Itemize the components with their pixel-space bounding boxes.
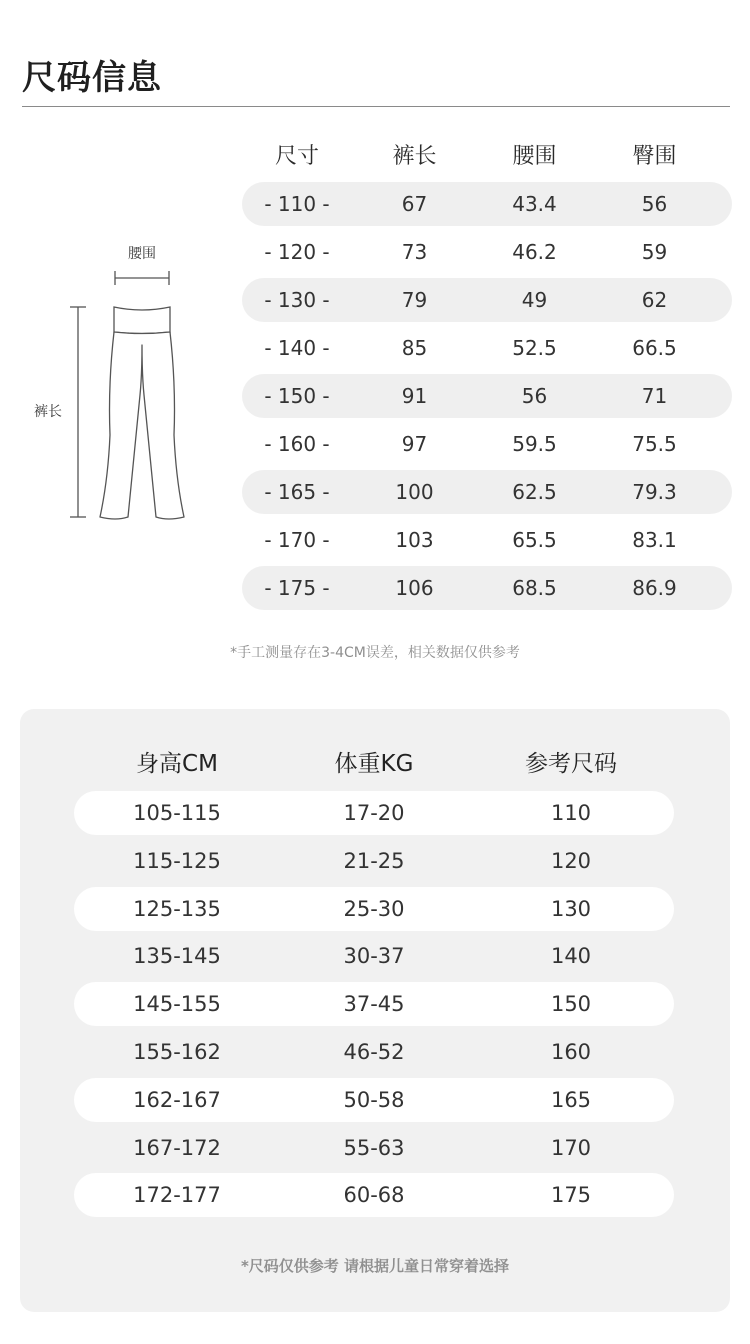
cell-waist: 59.5 [512, 432, 557, 456]
cell-size: - 130 - [264, 288, 330, 312]
table-row [242, 182, 732, 226]
cell-hip: 71 [641, 384, 668, 408]
flare-pants-icon [28, 235, 228, 535]
cell-weight: 25-30 [343, 896, 405, 921]
table-row [242, 470, 732, 514]
cell-height: 155-162 [133, 1039, 221, 1064]
cell-ref-size: 175 [550, 1183, 592, 1208]
pants-diagram [28, 235, 228, 535]
cell-ref-size: 160 [550, 1039, 592, 1064]
size-recommendation-panel [20, 709, 730, 1312]
cell-hip: 56 [641, 192, 668, 216]
cell-ref-size: 110 [550, 801, 592, 825]
cell-length: 100 [395, 480, 434, 504]
cell-waist: 62.5 [512, 480, 557, 504]
cell-length: 85 [401, 336, 428, 360]
cell-hip: 86.9 [632, 576, 677, 600]
header-waist: 腰围 [512, 143, 557, 169]
size-table-body [242, 182, 732, 610]
cell-ref-size: 165 [550, 1087, 592, 1112]
length-label: 裤长 [34, 404, 62, 420]
measurement-note: *手工测量存在3-4CM误差，相关数据仅供参考 [230, 645, 520, 661]
size-table-header [242, 130, 732, 178]
cell-length: 91 [401, 384, 428, 408]
size-table [242, 130, 732, 614]
header-weight: 体重KG [334, 750, 414, 777]
header-hip: 臀围 [632, 143, 677, 169]
cell-hip: 66.5 [632, 336, 677, 360]
table-row [74, 887, 674, 931]
cell-waist: 52.5 [512, 336, 557, 360]
table-row [242, 422, 732, 466]
cell-waist: 68.5 [512, 576, 557, 600]
table-row [242, 374, 732, 418]
table-row [74, 982, 674, 1026]
cell-ref-size: 140 [550, 944, 592, 969]
table-row [74, 1126, 674, 1170]
cell-weight: 17-20 [343, 801, 405, 825]
cell-weight: 50-58 [343, 1087, 405, 1112]
cell-weight: 46-52 [343, 1039, 405, 1064]
header-length: 裤长 [392, 143, 437, 169]
table-row [74, 1173, 674, 1217]
cell-size: - 110 - [264, 192, 330, 216]
cell-length: 106 [395, 576, 434, 600]
cell-size: - 165 - [264, 480, 330, 504]
size-advice-note: *尺码仅供参考 请根据儿童日常穿着选择 [240, 1257, 510, 1275]
cell-waist: 65.5 [512, 528, 557, 552]
title-divider [22, 106, 730, 107]
table-row [74, 1030, 674, 1074]
cell-length: 97 [401, 432, 428, 456]
cell-length: 73 [401, 240, 428, 264]
cell-weight: 55-63 [343, 1135, 405, 1160]
cell-height: 167-172 [133, 1135, 221, 1160]
header-height: 身高CM [136, 750, 218, 777]
cell-height: 162-167 [133, 1087, 221, 1112]
recommend-table-body [74, 791, 674, 1217]
header-ref-size: 参考尺码 [525, 750, 617, 777]
cell-ref-size: 120 [550, 848, 592, 873]
cell-waist: 56 [521, 384, 548, 408]
cell-length: 103 [395, 528, 434, 552]
cell-hip: 59 [641, 240, 668, 264]
cell-size: - 140 - [264, 336, 330, 360]
header-size: 尺寸 [274, 143, 319, 169]
cell-height: 135-145 [133, 944, 221, 969]
cell-size: - 170 - [264, 528, 330, 552]
cell-waist: 49 [521, 288, 548, 312]
cell-hip: 79.3 [632, 480, 677, 504]
cell-height: 145-155 [133, 992, 221, 1017]
cell-weight: 37-45 [343, 992, 405, 1017]
cell-hip: 62 [641, 288, 668, 312]
cell-height: 105-115 [133, 801, 221, 825]
cell-weight: 60-68 [343, 1183, 405, 1208]
cell-ref-size: 170 [550, 1135, 592, 1160]
table-row [242, 230, 732, 274]
table-row [242, 518, 732, 562]
cell-height: 172-177 [133, 1183, 221, 1208]
page-title: 尺码信息 [22, 58, 162, 98]
table-row [242, 278, 732, 322]
cell-waist: 43.4 [512, 192, 557, 216]
cell-size: - 175 - [264, 576, 330, 600]
cell-length: 79 [401, 288, 428, 312]
recommend-table [74, 739, 674, 1221]
cell-hip: 83.1 [632, 528, 677, 552]
recommend-table-header [74, 739, 674, 783]
table-row [74, 839, 674, 883]
cell-weight: 30-37 [343, 944, 405, 969]
table-row [74, 1078, 674, 1122]
cell-waist: 46.2 [512, 240, 557, 264]
cell-length: 67 [401, 192, 428, 216]
cell-size: - 120 - [264, 240, 330, 264]
cell-hip: 75.5 [632, 432, 677, 456]
table-row [242, 566, 732, 610]
cell-height: 125-135 [133, 896, 221, 921]
cell-ref-size: 150 [550, 992, 592, 1017]
table-row [74, 934, 674, 978]
cell-weight: 21-25 [343, 848, 405, 873]
cell-size: - 150 - [264, 384, 330, 408]
cell-ref-size: 130 [550, 896, 592, 921]
cell-size: - 160 - [264, 432, 330, 456]
table-row [242, 326, 732, 370]
cell-height: 115-125 [133, 848, 221, 873]
waist-label: 腰围 [128, 246, 156, 262]
table-row [74, 791, 674, 835]
